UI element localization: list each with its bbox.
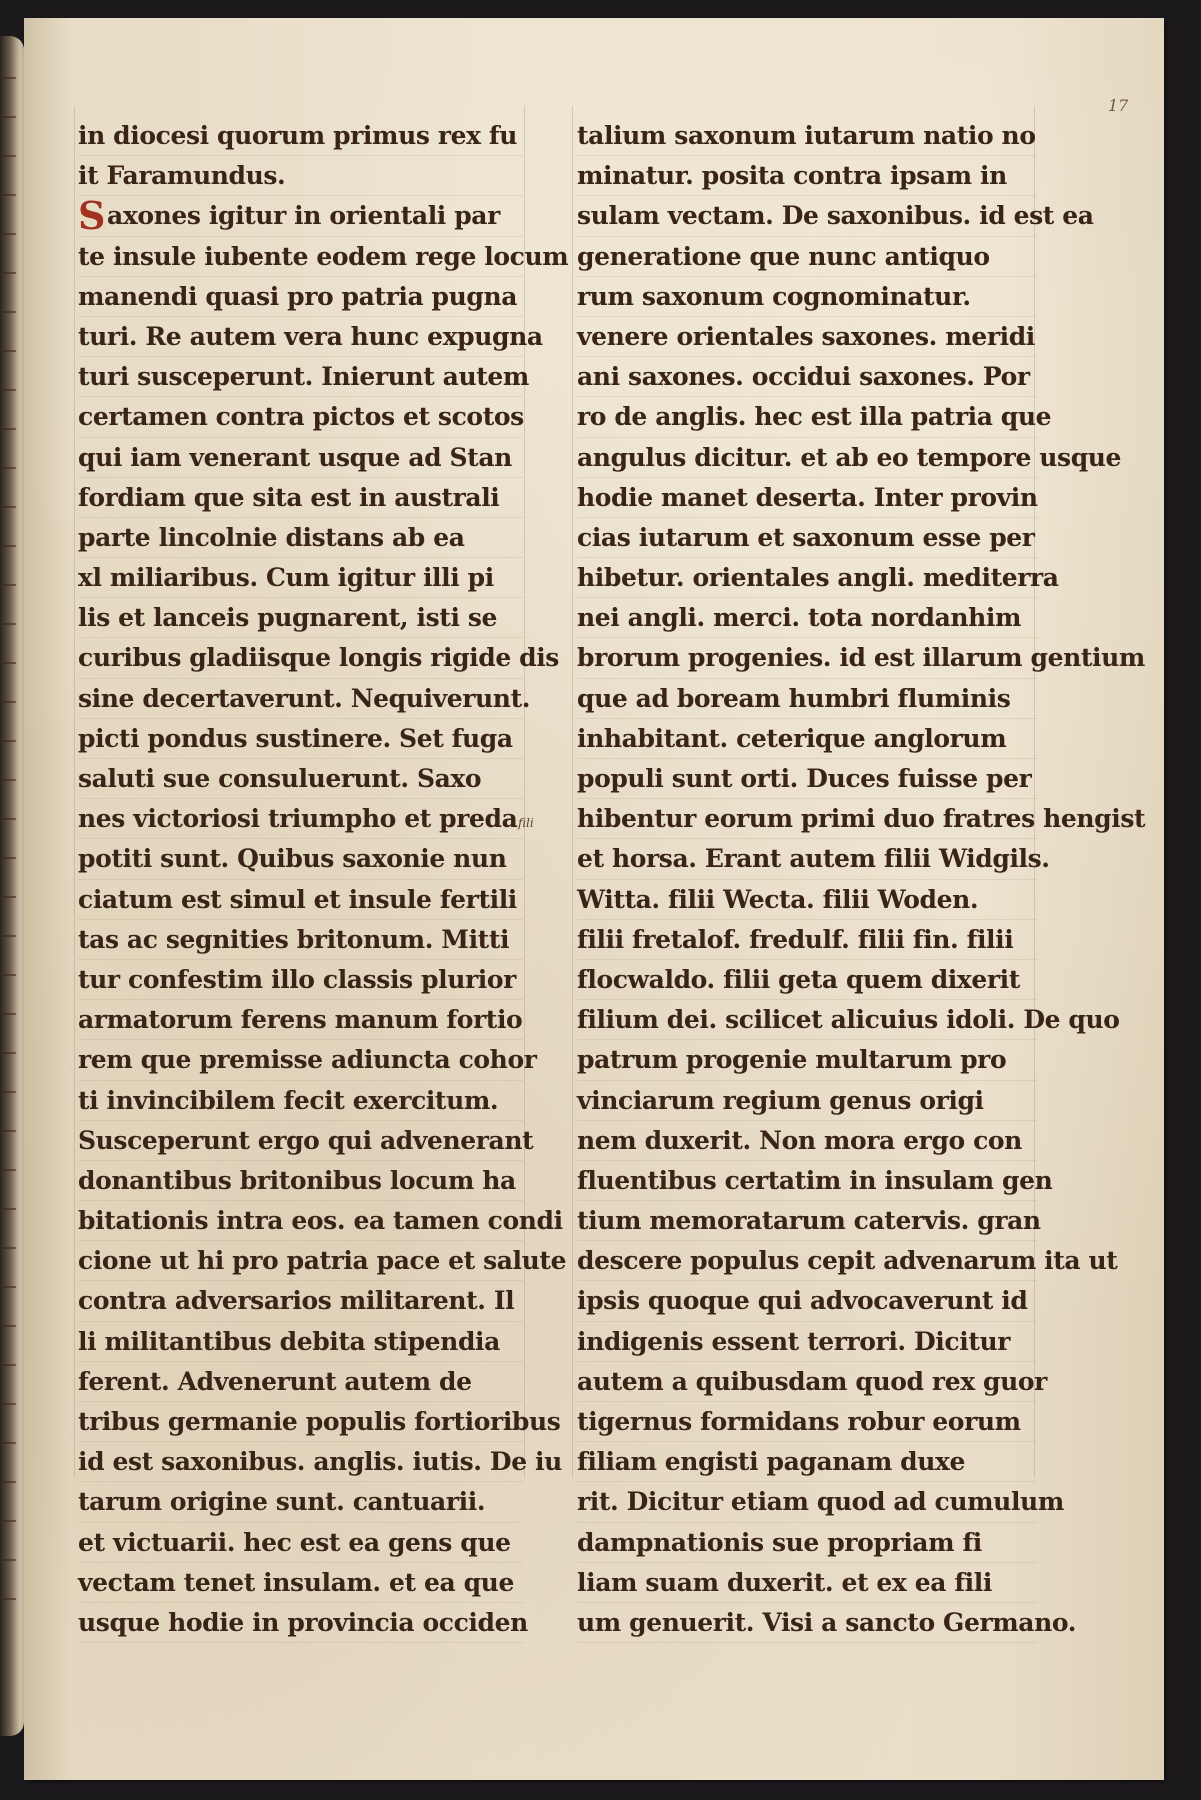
ruling-line — [74, 106, 75, 1478]
text-line: patrum progenie multarum pro — [577, 1040, 1037, 1080]
previous-page-edge — [0, 40, 20, 1730]
text-line: autem a quibusdam quod rex guor — [577, 1362, 1037, 1402]
text-line: it Faramundus. — [78, 156, 523, 196]
text-line: que ad boream humbri fluminis — [577, 679, 1037, 719]
text-line: brorum progenies. id est illarum gentium — [577, 638, 1037, 678]
text-line: sulam vectam. De saxonibus. id est ea — [577, 196, 1037, 236]
text-line: populi sunt orti. Duces fuisse per — [577, 759, 1037, 799]
text-line: tas ac segnities britonum. Mitti — [78, 920, 523, 960]
text-line: dampnationis sue propriam fi — [577, 1523, 1037, 1563]
text-line: tium memoratarum catervis. gran — [577, 1201, 1037, 1241]
text-line: turi. Re autem vera hunc expugna — [78, 317, 523, 357]
text-line: flocwaldo. filii geta quem dixerit — [577, 960, 1037, 1000]
text-line: indigenis essent terrori. Dicitur — [577, 1322, 1037, 1362]
text-line: curibus gladiisque longis rigide dis — [78, 638, 523, 678]
text-column-right — [577, 116, 1146, 1643]
manuscript-folio — [24, 18, 1164, 1780]
marginal-note: fili — [518, 816, 534, 830]
text-line: qui iam venerant usque ad Stan — [78, 438, 523, 478]
text-line — [78, 193, 523, 239]
text-line: angulus dicitur. et ab eo tempore usque — [577, 438, 1037, 478]
text-line: nes victoriosi triumpho et preda — [78, 799, 523, 839]
text-line: hibentur eorum primi duo fratres hengist — [577, 799, 1037, 839]
text-line: te insule iubente eodem rege locum — [78, 237, 523, 277]
text-line: lis et lanceis pugnarent, isti se — [78, 598, 523, 638]
text-line: parte lincolnie distans ab ea — [78, 518, 523, 558]
text-line: contra adversarios militarent. Il — [78, 1281, 523, 1321]
text-line: potiti sunt. Quibus saxonie nun — [78, 839, 523, 879]
text-line: um genuerit. Visi a sancto Germano. — [577, 1603, 1037, 1643]
text-line: armatorum ferens manum fortio — [78, 1000, 523, 1040]
text-line: tribus germanie populis fortioribus — [78, 1402, 523, 1442]
text-line: nem duxerit. Non mora ergo con — [577, 1121, 1037, 1161]
text-line: venere orientales saxones. meridi — [577, 317, 1037, 357]
text-line: turi susceperunt. Inierunt autem — [78, 357, 523, 397]
text-line: ti invincibilem fecit exercitum. — [78, 1081, 523, 1121]
text-line: manendi quasi pro patria pugna — [78, 277, 523, 317]
text-line: cias iutarum et saxonum esse per — [577, 518, 1037, 558]
text-line: Witta. filii Wecta. filii Woden. — [577, 880, 1037, 920]
text-line: hodie manet deserta. Inter provin — [577, 478, 1037, 518]
text-line: xl miliaribus. Cum igitur illi pi — [78, 558, 523, 598]
text-line: sine decertaverunt. Nequiverunt. — [78, 679, 523, 719]
text-line: minatur. posita contra ipsam in — [577, 156, 1037, 196]
text-line: rit. Dicitur etiam quod ad cumulum — [577, 1482, 1037, 1522]
text-line: et victuarii. hec est ea gens que — [78, 1523, 523, 1563]
decorated-initial: S — [78, 193, 106, 239]
text-line: usque hodie in provincia occiden — [78, 1603, 523, 1643]
text-line: fordiam que sita est in australi — [78, 478, 523, 518]
text-line: Susceperunt ergo qui advenerant — [78, 1121, 523, 1161]
text-line: tigernus formidans robur eorum — [577, 1402, 1037, 1442]
text-line-remainder: axones igitur in orientali par — [107, 201, 500, 231]
text-line: saluti sue consuluerunt. Saxo — [78, 759, 523, 799]
text-line: vinciarum regium genus origi — [577, 1081, 1037, 1121]
text-line: descere populus cepit advenarum ita ut — [577, 1241, 1037, 1281]
text-line: nei angli. merci. tota nordanhim — [577, 598, 1037, 638]
text-line: ro de anglis. hec est illa patria que — [577, 397, 1037, 437]
text-line: cione ut hi pro patria pace et salute — [78, 1241, 523, 1281]
text-line: filium dei. scilicet alicuius idoli. De quo — [577, 1000, 1037, 1040]
text-line: rem que premisse adiuncta cohor — [78, 1040, 523, 1080]
text-line: filii fretalof. fredulf. filii fin. filii — [577, 920, 1037, 960]
text-line: inhabitant. ceterique anglorum — [577, 719, 1037, 759]
text-line: ciatum est simul et insule fertili — [78, 880, 523, 920]
text-line: ipsis quoque qui advocaverunt id — [577, 1281, 1037, 1321]
folio-number: 17 — [1108, 96, 1129, 115]
text-line: donantibus britonibus locum ha — [78, 1161, 523, 1201]
text-line: rum saxonum cognominatur. — [577, 277, 1037, 317]
text-line: ani saxones. occidui saxones. Por — [577, 357, 1037, 397]
text-line: picti pondus sustinere. Set fuga — [78, 719, 523, 759]
text-line: bitationis intra eos. ea tamen condi — [78, 1201, 523, 1241]
text-line: tarum origine sunt. cantuarii. — [78, 1482, 523, 1522]
text-line: tur confestim illo classis plurior — [78, 960, 523, 1000]
text-line: liam suam duxerit. et ex ea fili — [577, 1563, 1037, 1603]
text-line: et horsa. Erant autem filii Widgils. — [577, 839, 1037, 879]
text-line: vectam tenet insulam. et ea que — [78, 1563, 523, 1603]
text-line: id est saxonibus. anglis. iutis. De iu — [78, 1442, 523, 1482]
ruling-line — [572, 106, 573, 1478]
text-line: ferent. Advenerunt autem de — [78, 1362, 523, 1402]
text-line: generatione que nunc antiquo — [577, 237, 1037, 277]
text-line: in diocesi quorum primus rex fu — [78, 116, 523, 156]
text-line: hibetur. orientales angli. mediterra — [577, 558, 1037, 598]
text-line: fluentibus certatim in insulam gen — [577, 1161, 1037, 1201]
text-line: filiam engisti paganam duxe — [577, 1442, 1037, 1482]
text-line: talium saxonum iutarum natio no — [577, 116, 1037, 156]
text-line: certamen contra pictos et scotos — [78, 397, 523, 437]
text-line: li militantibus debita stipendia — [78, 1322, 523, 1362]
